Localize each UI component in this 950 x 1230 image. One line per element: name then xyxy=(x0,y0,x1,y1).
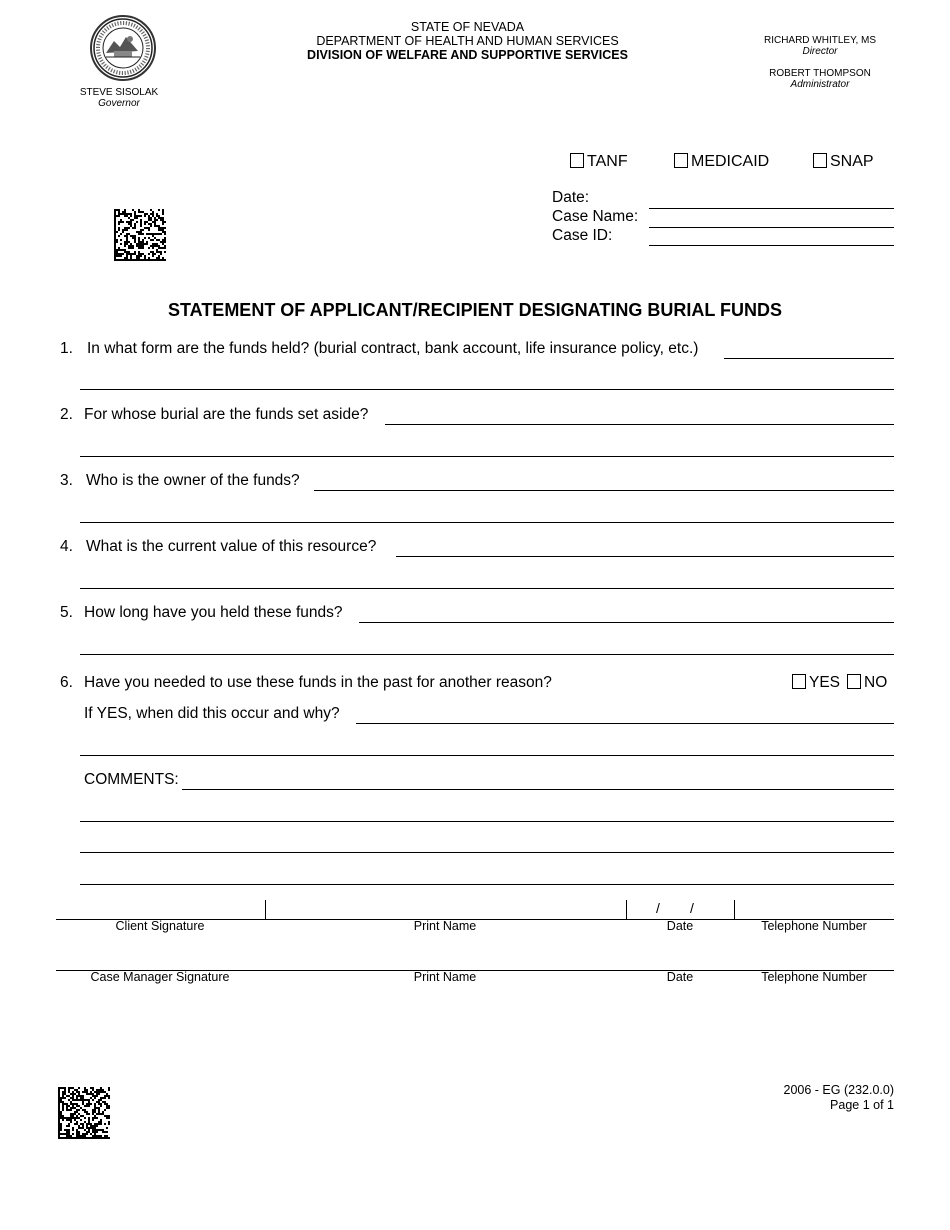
case-manager-date-label: Date xyxy=(666,970,694,984)
question-2-text: For whose burial are the funds set aside? xyxy=(84,406,369,423)
agency-state: STATE OF NEVADA xyxy=(410,20,525,34)
nevada-state-seal-icon xyxy=(90,15,156,81)
date-label: Date: xyxy=(552,189,590,206)
date-field[interactable] xyxy=(649,208,894,209)
question-6-no-option[interactable] xyxy=(847,674,887,692)
question-6-answer-line-2[interactable] xyxy=(80,755,894,756)
question-6-text: Have you needed to use these funds in the past for another reason? xyxy=(84,674,552,691)
client-signature-label: Client Signature xyxy=(115,919,205,933)
question-5-answer-line-2[interactable] xyxy=(80,654,894,655)
question-3-number: 3. xyxy=(60,472,73,489)
client-date-label: Date xyxy=(666,919,694,933)
question-3-answer-line-2[interactable] xyxy=(80,522,894,523)
agency-department: DEPARTMENT OF HEALTH AND HUMAN SERVICES xyxy=(316,34,619,48)
case-name-field[interactable] xyxy=(649,227,894,228)
question-5-number: 5. xyxy=(60,604,73,621)
case-manager-signature-label: Case Manager Signature xyxy=(90,970,230,984)
administrator-title: Administrator xyxy=(790,79,850,90)
question-5-text: How long have you held these funds? xyxy=(84,604,343,621)
question-4-text: What is the current value of this resource? xyxy=(86,538,377,555)
comments-line-4[interactable] xyxy=(80,884,894,885)
barcode-bottom-icon xyxy=(58,1087,110,1139)
question-4-number: 4. xyxy=(60,538,73,555)
comments-line-2[interactable] xyxy=(80,821,894,822)
comments-field[interactable] xyxy=(182,789,894,790)
signature-divider xyxy=(734,900,735,920)
question-1-text: In what form are the funds held? (burial contract, bank account, life insurance policy, etc.) xyxy=(87,340,699,357)
tanf-label: TANF xyxy=(587,153,628,170)
comments-label: COMMENTS: xyxy=(84,771,179,788)
signature-divider xyxy=(626,900,627,920)
date-separator: / xyxy=(690,900,694,916)
agency-division: DIVISION OF WELFARE AND SUPPORTIVE SERVICES xyxy=(307,48,628,62)
program-medicaid[interactable] xyxy=(674,153,769,171)
form-title: STATEMENT OF APPLICANT/RECIPIENT DESIGNATING BURIAL FUNDS xyxy=(167,300,782,320)
case-name-label: Case Name: xyxy=(552,208,639,225)
case-id-field[interactable] xyxy=(649,245,894,246)
question-1-answer-line-2[interactable] xyxy=(80,389,894,390)
question-6-yes-option[interactable] xyxy=(792,674,840,692)
question-5-answer-field[interactable] xyxy=(359,622,894,623)
governor-title: Governor xyxy=(98,98,140,109)
question-3-answer-field[interactable] xyxy=(314,490,894,491)
case-manager-print-name-label: Print Name xyxy=(413,970,477,984)
director-name: RICHARD WHITLEY, MS xyxy=(763,35,877,46)
yes-checkbox[interactable] xyxy=(792,674,806,689)
date-separator: / xyxy=(656,900,660,916)
question-1-number: 1. xyxy=(60,340,73,357)
director-title: Director xyxy=(802,46,838,57)
no-checkbox[interactable] xyxy=(847,674,861,689)
question-3-text: Who is the owner of the funds? xyxy=(86,472,300,489)
question-1-answer-field[interactable] xyxy=(724,358,894,359)
form-number: 2006 - EG (232.0.0) xyxy=(783,1083,894,1097)
program-snap[interactable] xyxy=(813,153,874,171)
question-6-followup-field[interactable] xyxy=(356,723,894,724)
no-label: NO xyxy=(864,674,888,691)
client-print-name-label: Print Name xyxy=(413,919,477,933)
question-4-answer-field[interactable] xyxy=(396,556,894,557)
comments-line-3[interactable] xyxy=(80,852,894,853)
page-number: Page 1 of 1 xyxy=(830,1098,894,1112)
question-2-answer-field[interactable] xyxy=(385,424,894,425)
snap-checkbox[interactable] xyxy=(813,153,827,168)
signature-divider xyxy=(265,900,266,920)
question-2-number: 2. xyxy=(60,406,73,423)
medicaid-label: MEDICAID xyxy=(691,153,770,170)
administrator-name: ROBERT THOMPSON xyxy=(769,68,871,79)
question-2-answer-line-2[interactable] xyxy=(80,456,894,457)
case-id-label: Case ID: xyxy=(552,227,613,244)
case-manager-telephone-label: Telephone Number xyxy=(761,970,867,984)
barcode-top-icon xyxy=(114,209,166,261)
program-tanf[interactable] xyxy=(570,153,628,171)
tanf-checkbox[interactable] xyxy=(570,153,584,168)
snap-label: SNAP xyxy=(830,153,874,170)
question-6-number: 6. xyxy=(60,674,73,691)
medicaid-checkbox[interactable] xyxy=(674,153,688,168)
yes-label: YES xyxy=(809,674,841,691)
client-telephone-label: Telephone Number xyxy=(761,919,867,933)
governor-name: STEVE SISOLAK xyxy=(79,87,159,98)
question-6-followup: If YES, when did this occur and why? xyxy=(84,705,340,722)
question-4-answer-line-2[interactable] xyxy=(80,588,894,589)
